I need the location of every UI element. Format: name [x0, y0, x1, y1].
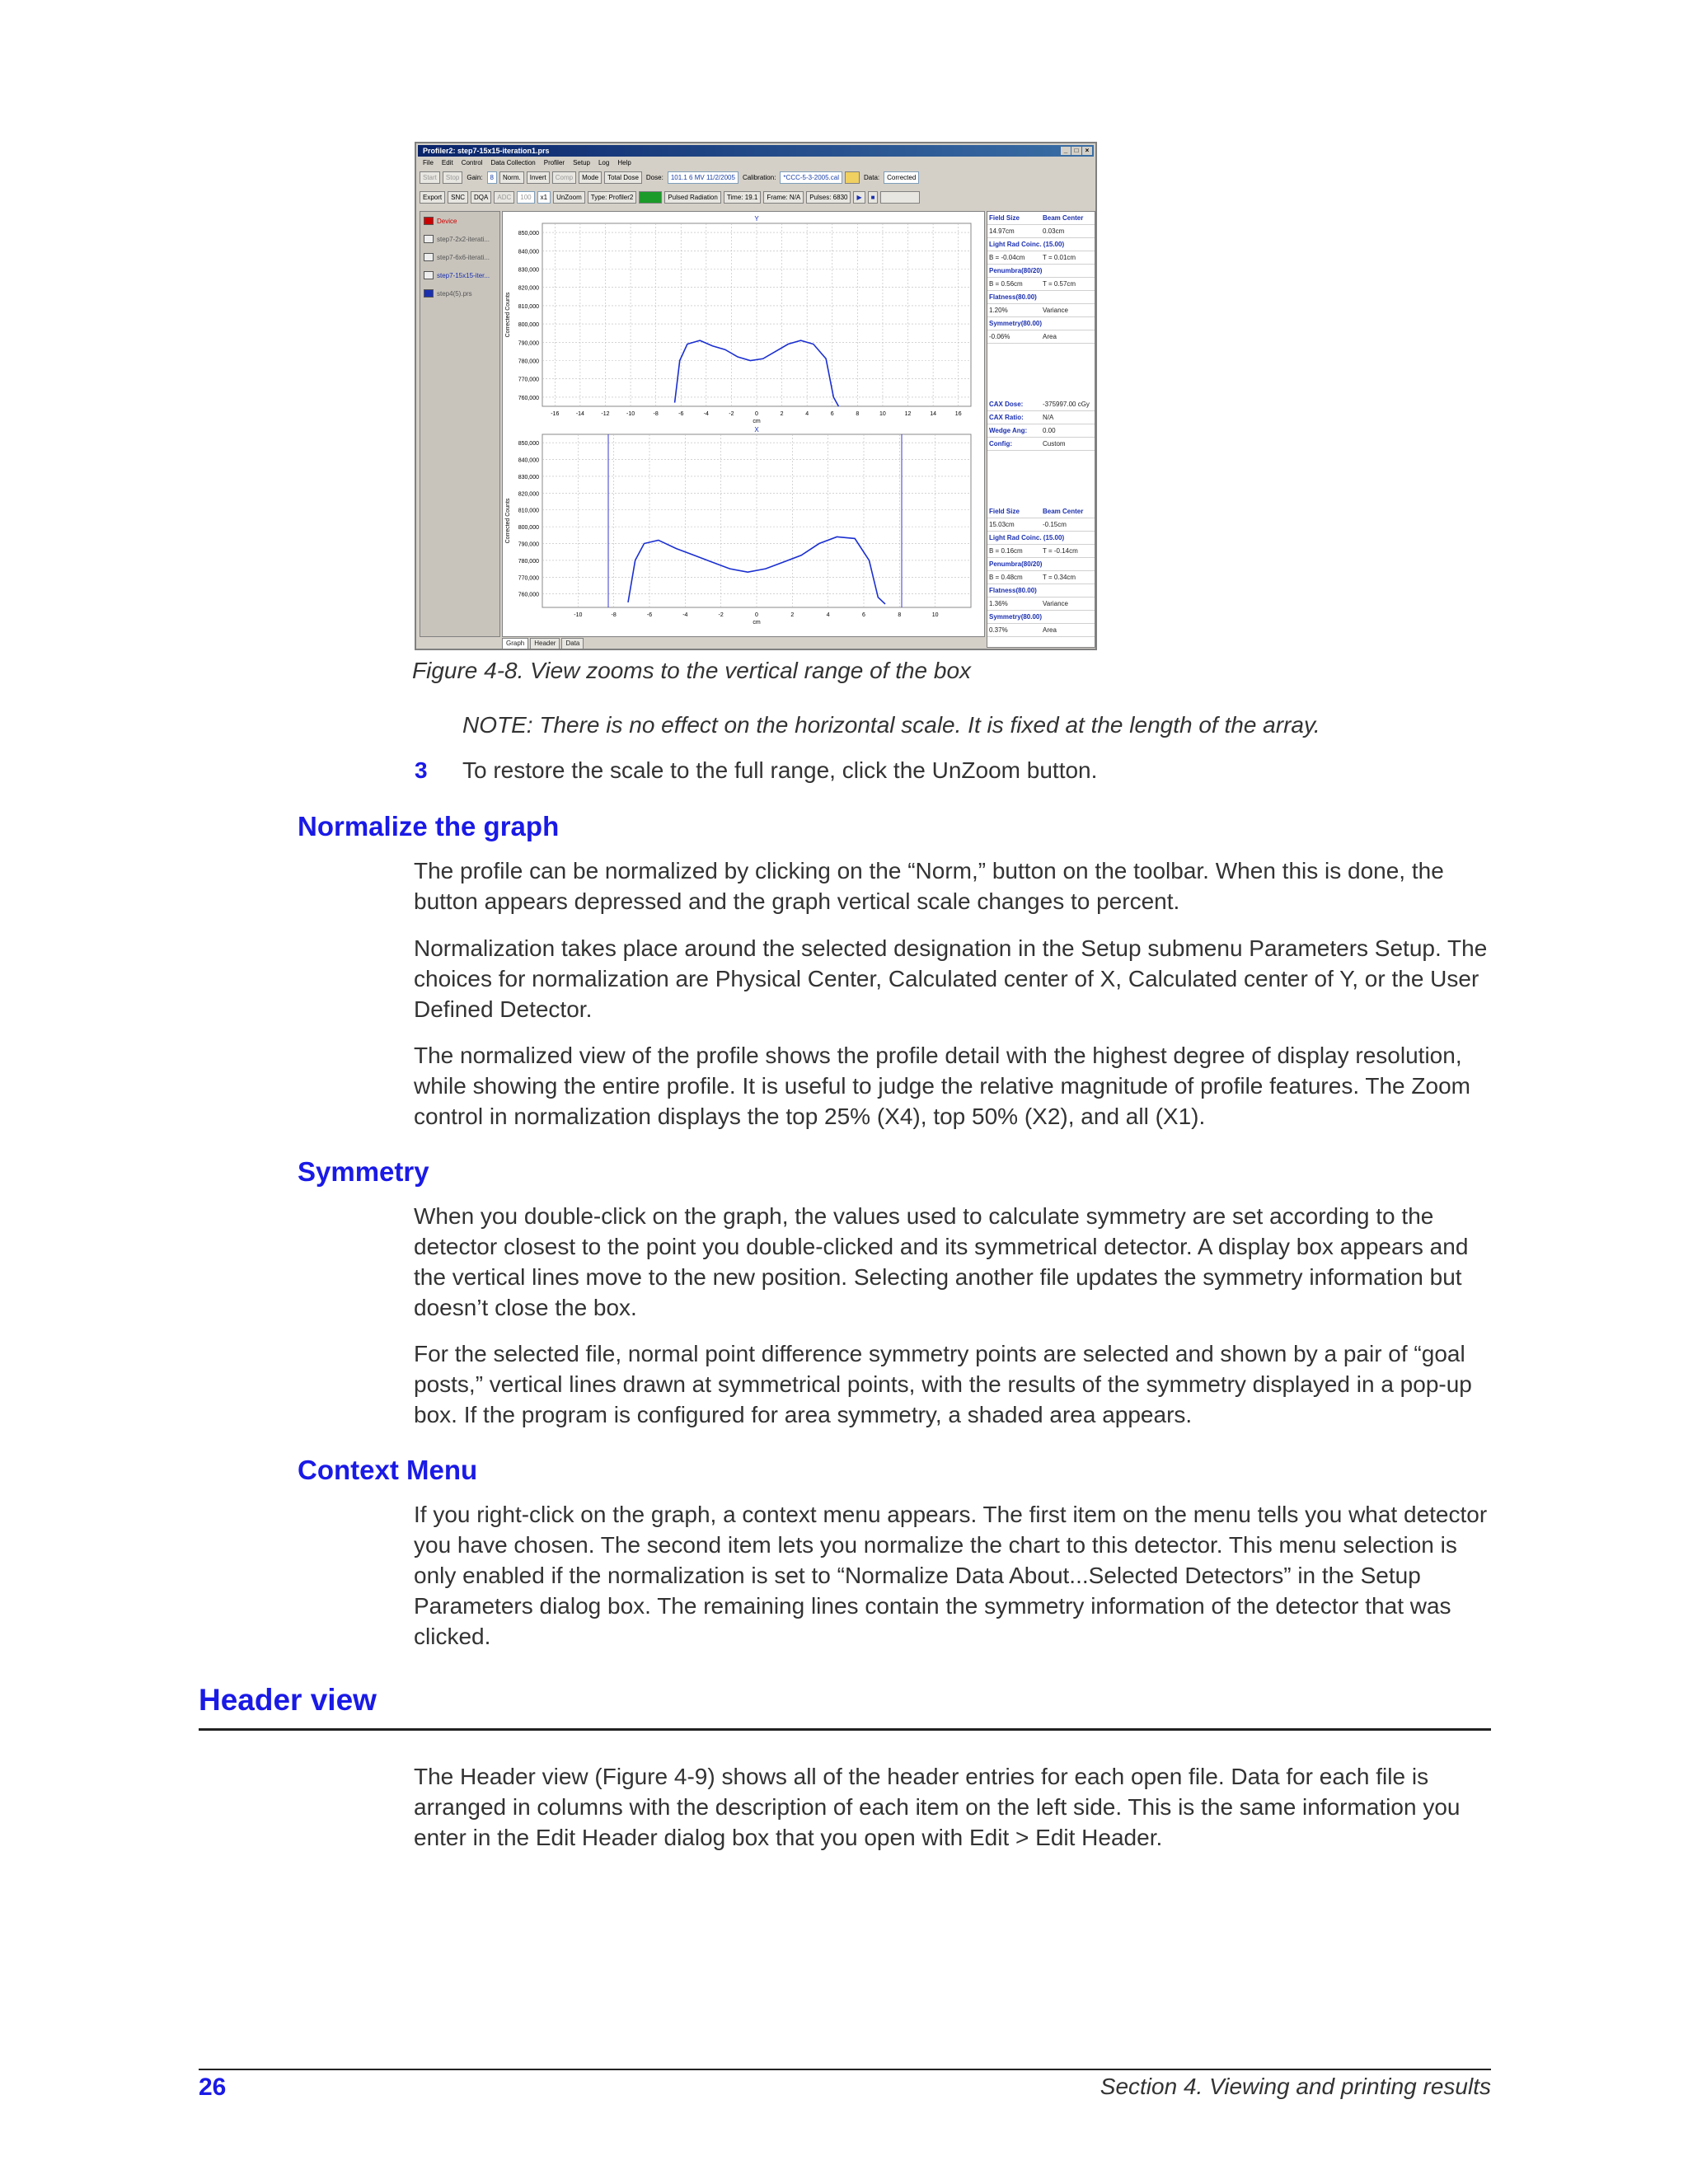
dose-label: Dose:: [645, 173, 663, 181]
folder-icon[interactable]: [845, 171, 860, 184]
y-tick-label: 800,000: [518, 322, 539, 329]
profile-charts[interactable]: [503, 212, 984, 636]
chart-title: X: [754, 426, 759, 434]
analysis-row: [987, 611, 1095, 624]
analysis-cell: Variance: [1043, 307, 1068, 314]
toolbar-secondary: [420, 190, 1092, 204]
analysis-cell: -0.06%: [989, 333, 1010, 340]
menu-file[interactable]: File: [423, 159, 434, 166]
device-icon: [424, 217, 434, 225]
x-tick-label: -12: [601, 411, 610, 417]
analysis-cell: [1041, 584, 1095, 597]
section-heading-header-view: Header view: [199, 1683, 377, 1717]
y-tick-label: 850,000: [518, 231, 539, 237]
section-heading-normalize: Normalize the graph: [298, 811, 560, 841]
analysis-row: [987, 251, 1095, 265]
analysis-row: [987, 424, 1095, 438]
close-icon[interactable]: ×: [1082, 147, 1092, 155]
analysis-cell: B = 0.56cm: [989, 280, 1023, 288]
status-indicator-icon: [639, 191, 662, 204]
pulsed-radiation-indicator: Pulsed Radiation: [664, 191, 720, 204]
analysis-cell: 1.36%: [989, 600, 1008, 607]
analysis-row: [987, 584, 1095, 598]
y-tick-label: 760,000: [518, 395, 539, 401]
y-tick-label: 840,000: [518, 457, 539, 464]
analysis-cell: 0.00: [1043, 427, 1056, 434]
analysis-row: [987, 624, 1095, 637]
analysis-cell: Beam Center: [1043, 508, 1084, 515]
paragraph: The normalized view of the profile shows the profile detail with the highest degree of display resolution, while showing the entire profile. It is useful to judge the relative magnitude of profile features. The Zoom control in normalization displays the top 25% (X4), top 50% (X2), and all (X1).: [414, 1043, 1470, 1129]
file-list-item[interactable]: [420, 248, 499, 266]
y-tick-label: 780,000: [518, 558, 539, 565]
analysis-cell: Field Size: [989, 214, 1020, 222]
file-list-item-label: step7-2x2-iterati...: [437, 235, 490, 243]
pulses-indicator: Pulses: 6830: [806, 191, 851, 204]
analysis-cell: -0.15cm: [1043, 521, 1067, 528]
analysis-cell: 0.37%: [989, 626, 1008, 634]
analysis-row: [987, 291, 1095, 304]
x-tick-label: -2: [729, 411, 734, 417]
paragraph: When you double-click on the graph, the values used to calculate symmetry are set according to the detector closest to the point you double-clicked and its symmetrical detector. A display box appears and the vertical lines move to the new position. Selecting another file updates the symmetry information but doesn’t close the box.: [414, 1203, 1469, 1320]
data-label: Data:: [864, 173, 880, 181]
file-icon: [424, 235, 434, 243]
analysis-cell: Penumbra(80/20): [989, 267, 1043, 274]
file-icon: [424, 289, 434, 298]
file-list-item-selected[interactable]: [420, 266, 499, 284]
invert-button[interactable]: Invert: [527, 171, 550, 184]
page-number: 26: [199, 2074, 227, 2101]
analysis-cell: Area: [1043, 626, 1057, 634]
analysis-cell: Light Rad Coinc. (15.00): [989, 241, 1065, 248]
menu-help[interactable]: Help: [617, 159, 631, 166]
x-tick-label: -14: [575, 411, 584, 417]
adc-button[interactable]: ADC: [494, 191, 514, 204]
file-icon: [424, 271, 434, 279]
y-tick-label: 810,000: [518, 508, 539, 514]
y-tick-label: 820,000: [518, 285, 539, 292]
menu-bar: [418, 158, 1094, 168]
paragraph: Normalization takes place around the selected designation in the Setup submenu Parameters Setup. The choices for normalization are Physical Center, Calculated center of X, Calculated center of Y, or the User Defined Detector.: [414, 935, 1488, 1022]
y-tick-label: 790,000: [518, 340, 539, 347]
analysis-panel-x: [987, 505, 1095, 637]
y-tick-label: 760,000: [518, 592, 539, 598]
analysis-row: [987, 411, 1095, 424]
analysis-cell: [1042, 317, 1095, 330]
analysis-cell: Symmetry(80.00): [989, 613, 1043, 621]
unzoom-button[interactable]: UnZoom: [553, 191, 585, 204]
x-tick-label: 8: [856, 411, 860, 417]
minimize-icon[interactable]: _: [1061, 147, 1071, 155]
y-tick-label: 810,000: [518, 303, 539, 310]
analysis-row: [987, 330, 1095, 344]
toolbar-primary: [420, 170, 1092, 185]
x-tick-label: 4: [805, 411, 809, 417]
view-tabs: [502, 638, 584, 649]
time-indicator: Time: 19.1: [724, 191, 762, 204]
application-window-screenshot: [415, 142, 1097, 650]
analysis-cell: N/A: [1043, 414, 1054, 421]
section-heading-context-menu: Context Menu: [298, 1455, 478, 1485]
analysis-cell: CAX Ratio:: [989, 414, 1024, 421]
file-list-item-label: step7-6x6-iterati...: [437, 253, 490, 261]
file-list-item-label: step7-15x15-iter...: [437, 271, 490, 279]
analysis-row: [987, 438, 1095, 451]
analysis-cell: Penumbra(80/20): [989, 560, 1043, 568]
analysis-cell: Field Size: [989, 508, 1020, 515]
export-button[interactable]: Export: [420, 191, 445, 204]
frame-indicator: Frame: N/A: [763, 191, 804, 204]
analysis-cell: B = -0.04cm: [989, 254, 1025, 261]
analysis-cell: Light Rad Coinc. (15.00): [989, 534, 1065, 541]
calibration-select[interactable]: *CCC-5-3-2005.cal: [780, 171, 842, 184]
y-tick-label: 780,000: [518, 359, 539, 365]
analysis-row: [987, 558, 1095, 571]
analysis-cell: -375997.00 cGy: [1043, 401, 1090, 408]
analysis-cell: T = 0.57cm: [1043, 280, 1076, 288]
x-tick-label: 14: [930, 411, 937, 417]
analysis-row: [987, 398, 1095, 411]
analysis-row: [987, 571, 1095, 584]
mode-button[interactable]: Mode: [579, 171, 602, 184]
x-axis-label: cm: [753, 419, 761, 424]
analysis-cell: B = 0.48cm: [989, 574, 1023, 581]
window-title-bar: [418, 145, 1094, 157]
x-tick-label: -6: [678, 411, 684, 417]
zoom-select[interactable]: 100: [517, 191, 534, 204]
file-list-item-label: step4(5).prs: [437, 289, 472, 298]
tab-graph[interactable]: Graph: [502, 638, 528, 649]
stop-icon[interactable]: ■: [868, 191, 879, 204]
analysis-cell: [1041, 291, 1095, 303]
x-tick-label: -8: [653, 411, 659, 417]
menu-edit[interactable]: Edit: [441, 159, 453, 166]
x-tick-label: -6: [646, 612, 653, 618]
analysis-panel-y: [987, 212, 1095, 344]
analysis-row: [987, 265, 1095, 278]
window-title: Profiler2: step7-15x15-iteration1.prs: [423, 147, 550, 155]
menu-profiler[interactable]: Profiler: [543, 159, 565, 166]
analysis-cell: T = 0.01cm: [1043, 254, 1076, 261]
x-tick-label: -4: [703, 411, 709, 417]
scrollbar-track[interactable]: [880, 191, 920, 204]
analysis-row: [987, 532, 1095, 545]
analysis-row: [987, 545, 1095, 558]
norm-button[interactable]: Norm.: [499, 171, 524, 184]
comp-button[interactable]: Comp: [552, 171, 576, 184]
x-tick-label: -8: [611, 612, 617, 618]
step-number: 3: [415, 757, 428, 783]
analysis-cell: T = -0.14cm: [1043, 547, 1078, 555]
footer-section-title: Section 4. Viewing and printing results: [1100, 2074, 1491, 2099]
analysis-cell: [1042, 265, 1095, 277]
file-icon: [424, 253, 434, 261]
analysis-cell: Symmetry(80.00): [989, 320, 1043, 327]
play-icon[interactable]: ▶: [853, 191, 865, 204]
analysis-cell: 1.20%: [989, 307, 1008, 314]
y-tick-label: 770,000: [518, 377, 539, 383]
paragraph: If you right-click on the graph, a context menu appears. The first item on the menu tells you what detector you have chosen. The second item lets you normalize the chart to this detector. This menu selection is only enabled if the normalization is set to “Normalize Data About...Selected Detectors” in the Setup Parameters dialog box. The remaining lines contain the symmetry information of the detector that was clicked.: [414, 1502, 1488, 1649]
start-button[interactable]: Start: [420, 171, 440, 184]
analysis-row: [987, 212, 1095, 225]
analysis-cell: T = 0.34cm: [1043, 574, 1076, 581]
x-tick-label: 10: [879, 411, 886, 417]
x-tick-label: -4: [682, 612, 688, 618]
footer-rule: [199, 2069, 1491, 2070]
step-text: To restore the scale to the full range, click the UnZoom button.: [462, 757, 1098, 783]
menu-setup[interactable]: Setup: [573, 159, 590, 166]
file-list-sidebar: [420, 211, 500, 637]
x-tick-label: 6: [862, 612, 865, 618]
analysis-cell: 15.03cm: [989, 521, 1015, 528]
analysis-cell: Beam Center: [1043, 214, 1084, 222]
x-axis-label: cm: [753, 620, 761, 626]
y-tick-label: 850,000: [518, 441, 539, 448]
x-tick-label: 4: [826, 612, 830, 618]
x-tick-label: -2: [718, 612, 724, 618]
tab-data[interactable]: Data: [561, 638, 584, 649]
analysis-cell: [1064, 238, 1095, 251]
gain-label: Gain:: [467, 173, 483, 181]
y-tick-label: 840,000: [518, 249, 539, 255]
menu-data-collection[interactable]: Data Collection: [490, 159, 536, 166]
zoom-factor-select[interactable]: x1: [537, 191, 551, 204]
x-tick-label: 0: [755, 612, 758, 618]
analysis-cell: [1042, 611, 1095, 623]
data-select[interactable]: Corrected: [884, 171, 919, 184]
analysis-cell: [1064, 532, 1095, 544]
y-tick-label: 790,000: [518, 541, 539, 548]
file-list-item-device[interactable]: [420, 212, 499, 230]
type-indicator: Type: Profiler2: [588, 191, 637, 204]
analysis-cell: CAX Dose:: [989, 401, 1024, 408]
analysis-cell: [1042, 558, 1095, 570]
analysis-cell: Flatness(80.00): [989, 293, 1037, 301]
x-tick-label: -16: [551, 411, 560, 417]
analysis-row: [987, 317, 1095, 330]
analysis-cell: B = 0.16cm: [989, 547, 1023, 555]
analysis-row: [987, 225, 1095, 238]
maximize-icon[interactable]: □: [1071, 147, 1081, 155]
x-tick-label: 8: [898, 612, 902, 618]
file-list-item-label: Device: [437, 217, 457, 225]
analysis-row: [987, 505, 1095, 518]
x-tick-label: 2: [790, 612, 795, 618]
x-tick-label: -10: [626, 411, 635, 417]
analysis-row: [987, 238, 1095, 251]
analysis-cell: Area: [1043, 333, 1057, 340]
analysis-row: [987, 278, 1095, 291]
x-tick-label: 12: [904, 411, 912, 417]
tab-header[interactable]: Header: [530, 638, 560, 649]
snc-button[interactable]: SNC: [448, 191, 468, 204]
analysis-cell: Variance: [1043, 600, 1068, 607]
graph-area[interactable]: [502, 211, 985, 637]
analysis-cell: 0.03cm: [1043, 227, 1065, 235]
paragraph: The profile can be normalized by clicking on the “Norm,” button on the toolbar. When this is done, the button appears depressed and the graph vertical scale changes to percent.: [414, 858, 1444, 914]
y-tick-label: 820,000: [518, 491, 539, 498]
chart-title: Y: [754, 215, 759, 223]
y-tick-label: 830,000: [518, 474, 539, 480]
analysis-cell: Flatness(80.00): [989, 587, 1037, 594]
analysis-row: [987, 518, 1095, 532]
analysis-row: [987, 598, 1095, 611]
note: NOTE: There is no effect on the horizontal scale. It is fixed at the length of the array.: [462, 712, 1320, 738]
menu-log[interactable]: Log: [598, 159, 610, 166]
file-list-item[interactable]: [420, 284, 499, 302]
dqa-button[interactable]: DQA: [471, 191, 491, 204]
calibration-label: Calibration:: [742, 173, 776, 181]
y-axis-label: Corrected Counts: [505, 292, 511, 338]
analysis-cell: 14.97cm: [989, 227, 1015, 235]
stop-button[interactable]: Stop: [443, 171, 462, 184]
analysis-row: [987, 304, 1095, 317]
analysis-panel-dose: [987, 398, 1095, 451]
paragraph: For the selected file, normal point difference symmetry points are selected and shown by a pair of “goal posts,” vertical lines drawn at symmetrical points, with the results of the symmetry displayed in a pop-up box. If the program is configured for area symmetry, a shaded area appears.: [414, 1341, 1472, 1427]
file-list-item[interactable]: [420, 230, 499, 248]
menu-control[interactable]: Control: [461, 159, 483, 166]
total-dose-button[interactable]: Total Dose: [604, 171, 642, 184]
x-tick-label: -10: [574, 612, 583, 618]
y-tick-label: 770,000: [518, 575, 539, 582]
paragraph: The Header view (Figure 4-9) shows all of the header entries for each open file. Data for each file is arranged in columns with the description of each item on the left side. This is the same information you enter in the Edit Header dialog box that you open with Edit > Edit Header.: [414, 1764, 1461, 1850]
gain-select[interactable]: 8: [487, 171, 497, 184]
dose-select[interactable]: 101.1 6 MV 11/2/2005: [668, 171, 738, 184]
x-tick-label: 6: [830, 411, 834, 417]
x-tick-label: 16: [954, 411, 962, 417]
y-axis-label: Corrected Counts: [505, 498, 511, 544]
analysis-cell: Wedge Ang:: [989, 427, 1028, 434]
section-heading-symmetry: Symmetry: [298, 1156, 429, 1187]
analysis-cell: Config:: [989, 440, 1012, 448]
figure-caption: Figure 4-8. View zooms to the vertical range of the box: [412, 658, 972, 683]
heading-rule: [199, 1728, 1491, 1731]
x-tick-label: 10: [931, 612, 939, 618]
y-tick-label: 830,000: [518, 267, 539, 274]
x-tick-label: 0: [755, 411, 758, 417]
y-tick-label: 800,000: [518, 525, 539, 532]
x-tick-label: 2: [780, 411, 784, 417]
analysis-cell: Custom: [1043, 440, 1066, 448]
analysis-panel: [987, 211, 1095, 648]
